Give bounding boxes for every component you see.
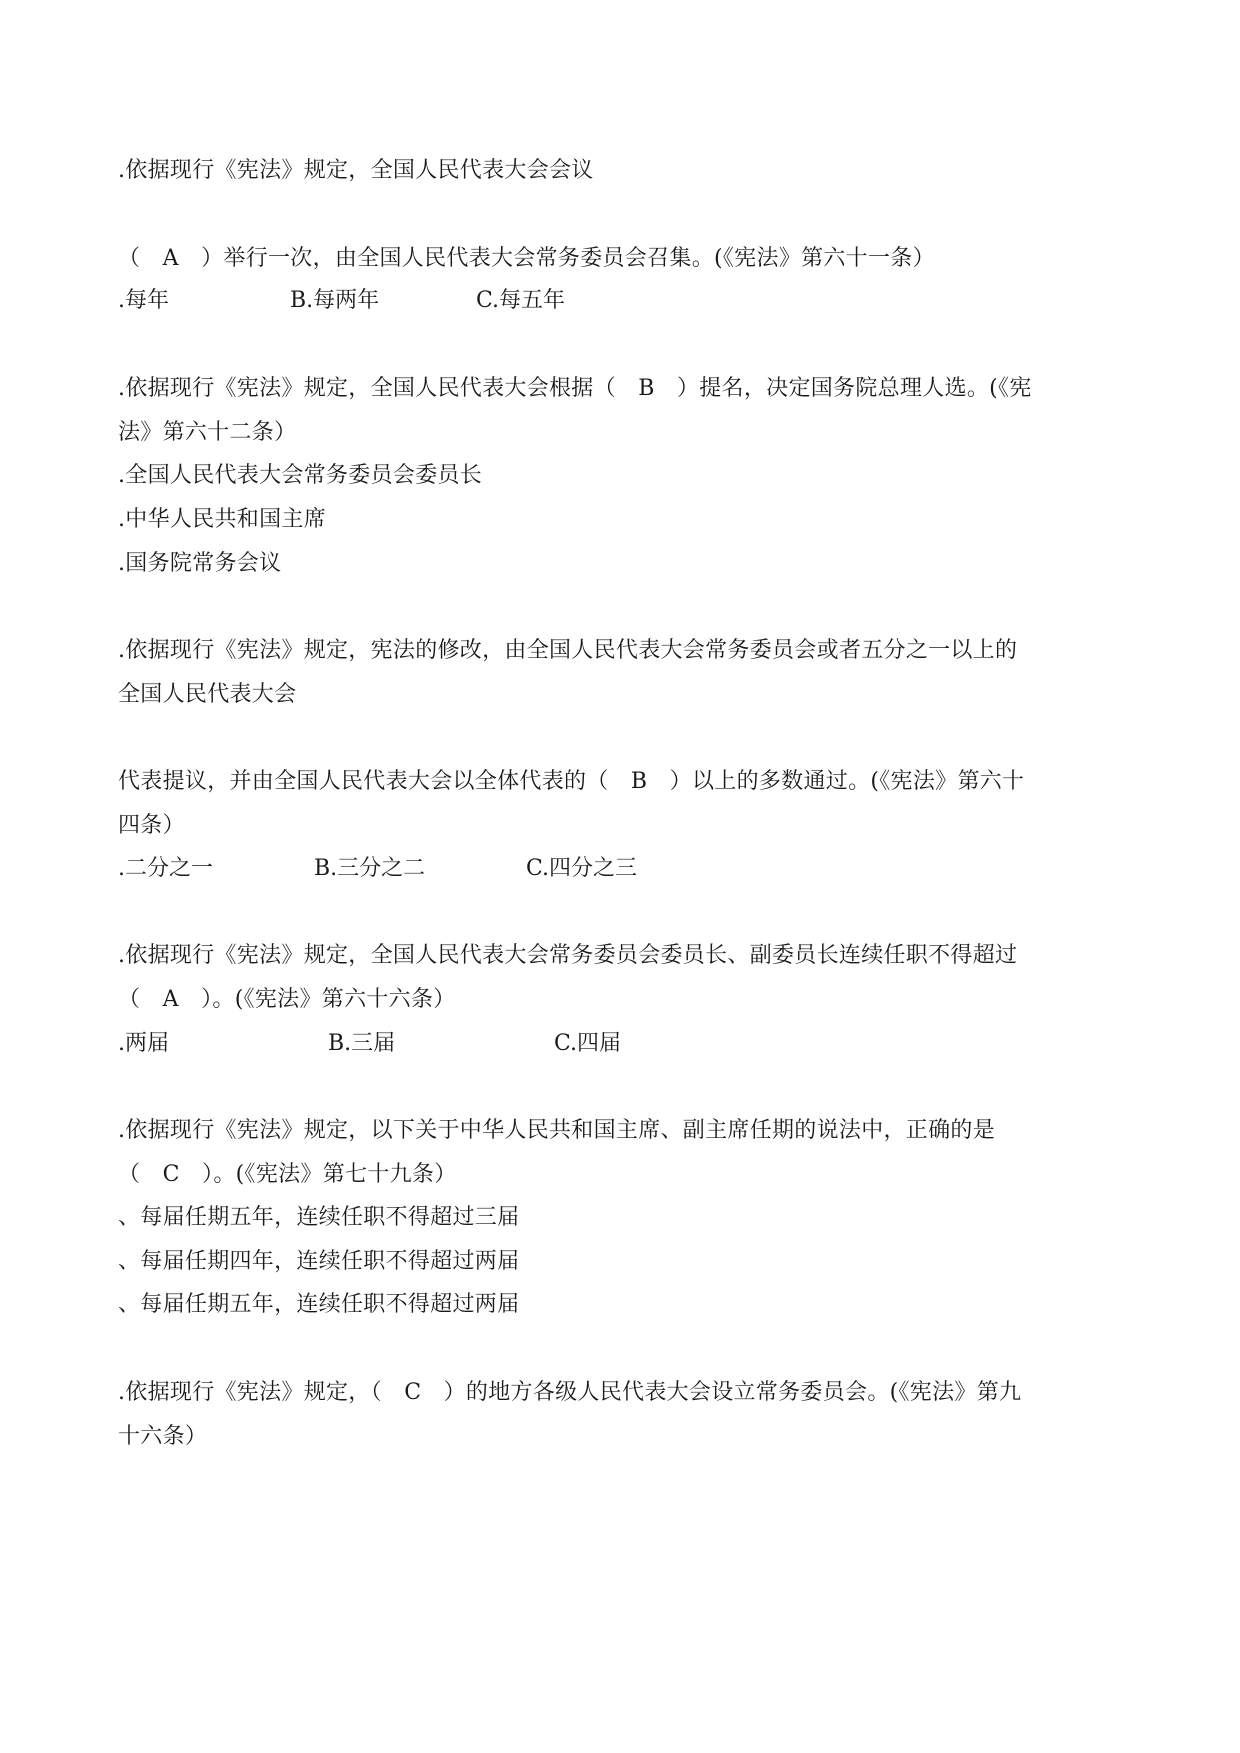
q2-line1: .依据现行《宪法》规定，全国人民代表大会根据（ B ）提名，决定国务院总理人选。(《宪 (118, 376, 1032, 401)
q3-option-a: .二分之一 (118, 856, 213, 881)
q5-line1: .依据现行《宪法》规定，以下关于中华人民共和国主席、副主席任期的说法中，正确的是 (118, 1118, 995, 1143)
q3-option-b: B.三分之二 (314, 856, 426, 881)
q1-option-c: C.每五年 (476, 288, 566, 313)
q1-option-a: .每年 (118, 288, 169, 313)
q3-option-c: C.四分之三 (526, 856, 638, 881)
q3-line4: 四条） (118, 813, 185, 838)
q1-line2: （ A ）举行一次，由全国人民代表大会常务委员会召集。(《宪法》第六十一条） (118, 246, 935, 271)
q6-line2: 十六条） (118, 1424, 208, 1449)
q3-line2: 全国人民代表大会 (118, 682, 297, 707)
q4-option-b: B.三届 (328, 1031, 396, 1056)
q5-option-a: 、每届任期五年，连续任职不得超过三届 (118, 1205, 520, 1230)
q3-line1: .依据现行《宪法》规定，宪法的修改，由全国人民代表大会常务委员会或者五分之一以上的 (118, 638, 1018, 663)
q2-option-b: .中华人民共和国主席 (118, 507, 326, 532)
q2-option-c: .国务院常务会议 (118, 551, 282, 576)
q4-line2: （ A ）。(《宪法》第六十六条） (118, 987, 456, 1012)
q3-line3: 代表提议，并由全国人民代表大会以全体代表的（ B ）以上的多数通过。(《宪法》第六十 (118, 769, 1025, 794)
q5-option-b: 、每届任期四年，连续任职不得超过两届 (118, 1249, 520, 1274)
q1-line1: .依据现行《宪法》规定，全国人民代表大会会议 (118, 158, 594, 183)
q5-option-c: 、每届任期五年，连续任职不得超过两届 (118, 1292, 520, 1317)
q1-option-b: B.每两年 (290, 288, 380, 313)
q4-option-a: .两届 (118, 1031, 169, 1056)
q4-option-c: C.四届 (554, 1031, 622, 1056)
q4-line1: .依据现行《宪法》规定，全国人民代表大会常务委员会委员长、副委员长连续任职不得超过 (118, 943, 1018, 968)
q2-option-a: .全国人民代表大会常务委员会委员长 (118, 463, 483, 488)
q6-line1: .依据现行《宪法》规定，（ C ）的地方各级人民代表大会设立常务委员会。(《宪法》第九 (118, 1380, 1022, 1405)
q5-line2: （ C ）。(《宪法》第七十九条） (118, 1162, 457, 1187)
q2-line2: 法》第六十二条） (118, 420, 297, 445)
